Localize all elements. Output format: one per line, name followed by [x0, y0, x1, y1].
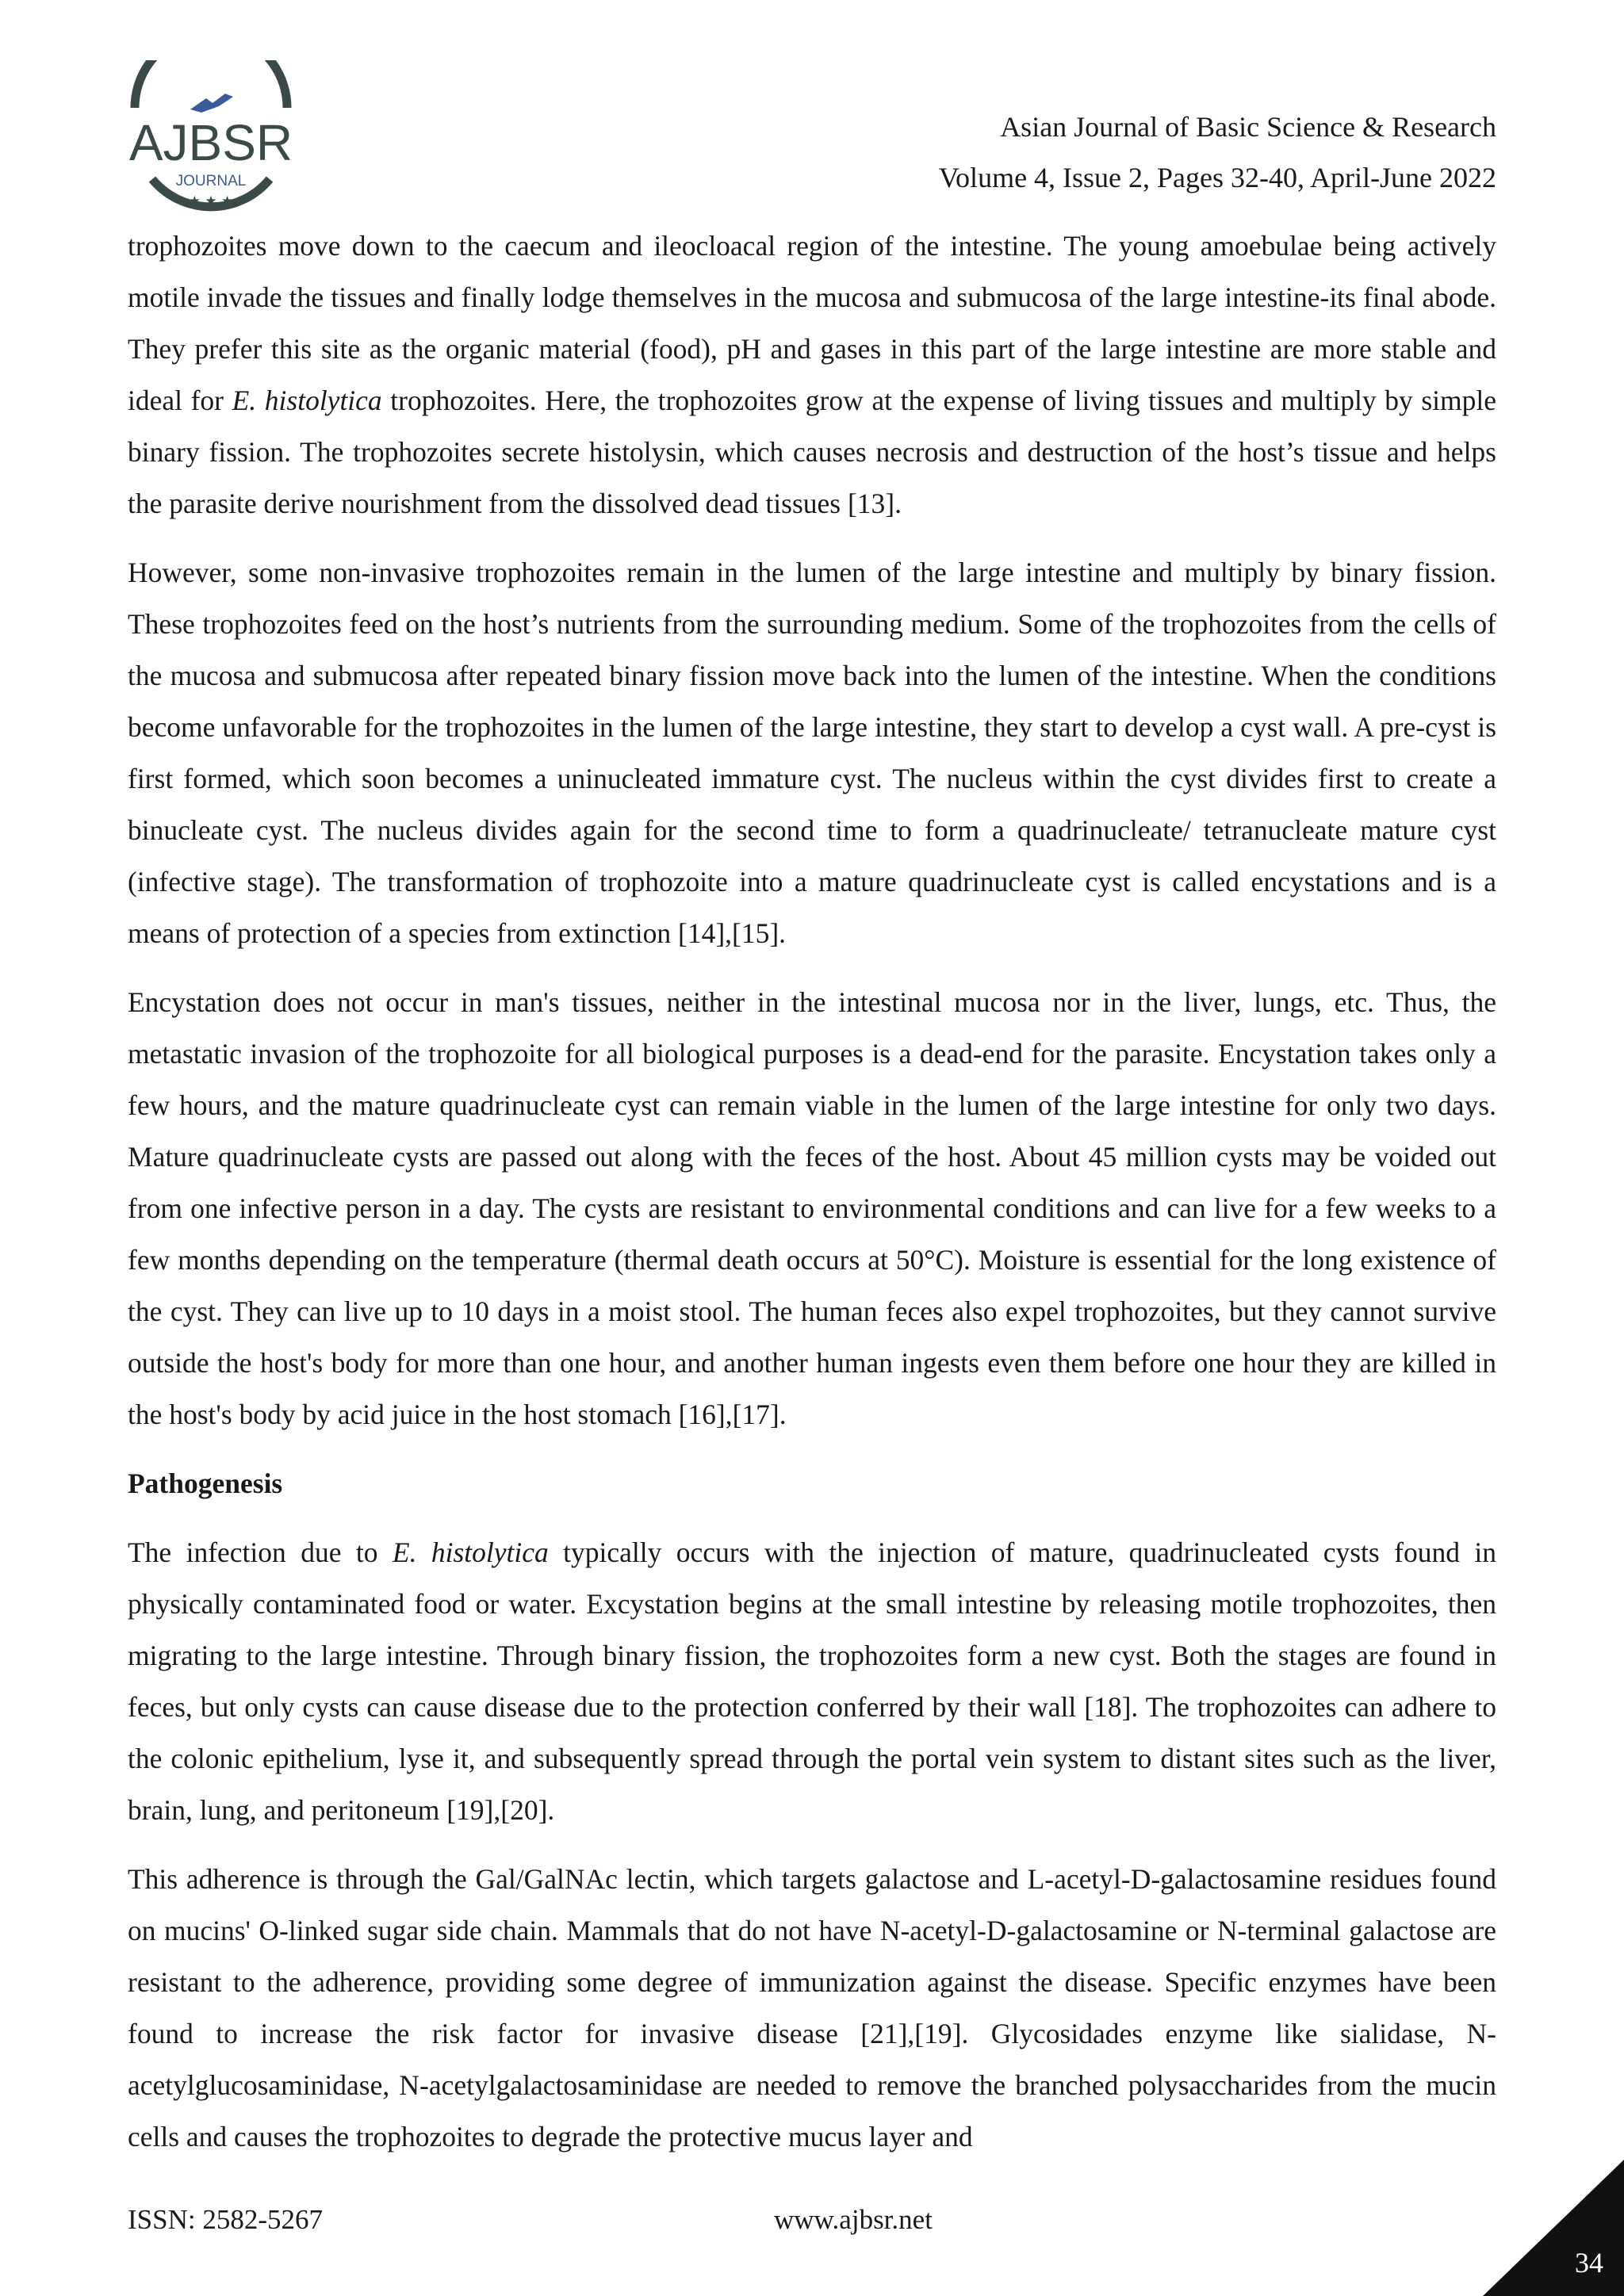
paragraph-2: However, some non-invasive trophozoites remain in the lumen of the large intestine and multiply by binary fission. These trophozoites feed on the host’s nutrients from the surrounding medium. Some of the trophozoites from the cells of the mucosa and submucosa after repeated binary fission move back into the lumen of the intestine. When the conditions become unfavorable for the trophozoites in the lumen of the large intestine, they start to develop a cyst wall. A pre-cyst is first formed, which soon becomes a uninucleated immature cyst. The nucleus within the cyst divides first to create a binucleate cyst. The nucleus divides again for the second time to form a quadrinucleate/ tetranucleate mature cyst (infective stage). The transformation of trophozoite into a mature quadrinucleate cyst is called encystations and is a means of protection of a species from extinction [14],[15]. — [128, 557, 1496, 949]
section-heading-pathogenesis: Pathogenesis — [128, 1468, 283, 1499]
paragraph-5: This adherence is through the Gal/GalNAc lectin, which targets galactose and L-acetyl-D-galactosamine residues found on mucins' O-linked sugar side chain. Mammals that do not have N-acetyl-D-galactosamine or N-terminal galactose are resistant to the adherence, providing some degree of immunization against the disease. Specific enzymes have been found to increase the risk factor for invasive disease [21],[19]. Glycosidades enzyme like sialidase, N-acetylglucosaminidase, N-acetylgalactosaminidase are needed to remove the branched polysaccharides from the mucin cells and causes the trophozoites to degrade the protective mucus layer and — [128, 1863, 1496, 2152]
volume-info: Volume 4, Issue 2, Pages 32-40, April-June 2022 — [938, 162, 1496, 193]
logo-text: AJBSR — [128, 114, 293, 171]
page-number: 34 — [1575, 2247, 1603, 2279]
paragraph-3: Encystation does not occur in man's tissues, neither in the intestinal mucosa nor in the liver, lungs, etc. Thus, the metastatic invasion of the trophozoite for all biological purposes is a dead-end for the parasite. Encystation takes only a few hours, and the mature quadrinucleate cyst can remain viable in the lumen of the large intestine for only two days. Mature quadrinucleate cysts are passed out along with the feces of the host. About 45 million cysts may be voided out from one infective person in a day. The cysts are resistant to environmental conditions and can live for a few weeks to a few months depending on the temperature (thermal death occurs at 50°C). Moisture is essential for the long existence of the cyst. They can live up to 10 days in a moist stool. The human feces also expel trophozoites, but they cannot survive outside the host's body for more than one hour, and another human ingests even them before one hour they are killed in the host's body by acid juice in the host stomach [16],[17]. — [128, 986, 1496, 1430]
footer-issn: ISSN: 2582-5267 — [128, 2204, 323, 2235]
footer-website[interactable]: www.ajbsr.net — [774, 2204, 933, 2235]
species-name: E. histolytica — [392, 1536, 549, 1568]
logo-ring-top — [135, 60, 287, 108]
logo-stars: ★ ★ ★ — [188, 193, 234, 209]
journal-name: Asian Journal of Basic Science & Research — [1000, 111, 1496, 143]
logo-subtext: JOURNAL — [175, 173, 247, 189]
article-body — [128, 220, 1496, 2180]
paragraph-4: The infection due to E. histolytica typically occurs with the injection of mature, quadrinucleated cysts found in physically contaminated food or water. Excystation begins at the small intestine by releasing motile trophozoites, then migrating to the large intestine. Through binary fission, the trophozoites form a new cyst. Both the stages are found in feces, but only cysts can cause disease due to the protection conferred by their wall [18]. The trophozoites can adhere to the colonic epithelium, lyse it, and subsequently spread through the portal vein system to distant sites such as the liver, brain, lung, and peritoneum [19],[20]. — [128, 1536, 1496, 1826]
bird-icon — [190, 94, 233, 113]
species-name: E. histolytica — [232, 385, 382, 416]
journal-logo — [117, 60, 304, 224]
paragraph-1: trophozoites move down to the caecum and ileocloacal region of the intestine. The young amoebulae being actively motile invade the tissues and finally lodge themselves in the mucosa and submucosa of the large intestine-its final abode. They prefer this site as the organic material (food), pH and gases in this part of the large intestine are more stable and ideal for E. histolytica trophozoites. Here, the trophozoites grow at the expense of living tissues and multiply by simple binary fission. The trophozoites secrete histolysin, which causes necrosis and destruction of the host’s tissue and helps the parasite derive nourishment from the dissolved dead tissues [13]. — [128, 230, 1496, 519]
